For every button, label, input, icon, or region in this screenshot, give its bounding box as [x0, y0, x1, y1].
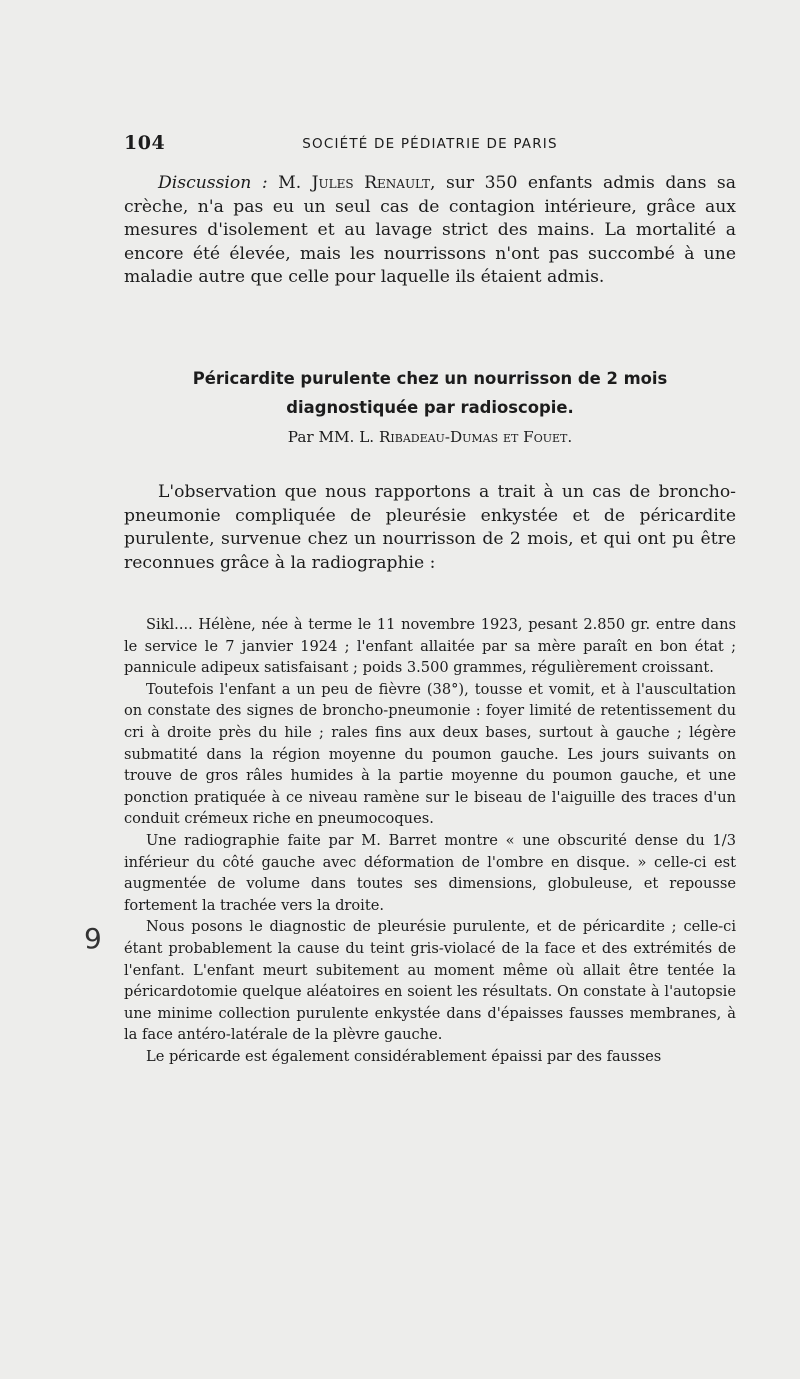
article-title-line-2: diagnostiquée par radioscopie.	[286, 398, 574, 417]
running-title: SOCIÉTÉ DE PÉDIATRIE DE PARIS	[302, 136, 558, 152]
case-paragraph: Le péricarde est également considérablement épaissi par des fausses	[146, 1047, 662, 1065]
intro-paragraph	[124, 481, 736, 575]
byline-authors: L. Ribadeau-Dumas et Fouet.	[359, 428, 573, 446]
byline-prefix: Par MM.	[287, 428, 355, 446]
case-paragraph: Nous posons le diagnostic de pleurésie purulente, et de péricardite ; celle-ci étant probablement la cause du teint gris-violacé de la face et des extrémités de l'enfant. L'enfant meurt subitement au moment même où allait être tentée la péricardotomie quelque aléatoires en soient les résultats. On constate à l'autopsie une minime collection purulente enkystée dans d'épaisses fausses membranes, à la face antéro-latérale de la plèvre gauche.	[124, 918, 736, 1044]
article-title	[124, 364, 736, 422]
case-paragraph: Une radiographie faite par M. Barret montre « une obscurité dense du 1/3 inférieur du côté gauche avec déformation de l'ombre en disque. » celle-ci est augmentée de volume dans toutes ses dimensions, globuleuse, et repousse fortement la trachée vers la droite.	[124, 831, 736, 914]
case-report	[124, 614, 736, 1067]
case-paragraph: Toutefois l'enfant a un peu de fièvre (38°), tousse et vomit, et à l'auscultation on constate des signes de broncho-pneumonie : foyer limité de retentissement du cri à droite près du hile ; rales fins aux deux bases, surtout à gauche ; légère submatité dans la région moyenne du poumon gauche. Les jours suivants on trouve de gros râles humides à la partie moyenne du poumon gauche, et une ponction pratiquée à ce niveau ramène sur le biseau de l'aiguille des traces d'un conduit crémeux riche en pneumocoques.	[124, 680, 736, 828]
case-paragraph: Sikl.... Hélène, née à terme le 11 novembre 1923, pesant 2.850 gr. entre dans le service le 7 janvier 1924 ; l'enfant allaitée par sa mère paraît en bon état ; pannicule adipeux satisfaisant ; poids 3.500 grammes, régulièrement croissant.	[124, 616, 736, 677]
margin-handwritten-mark: 9	[84, 922, 102, 955]
intro-text: L'observation que nous rapportons a trait à un cas de broncho-pneumonie compliquée de pleurésie enkystée et de péricardite purulente, survenue chez un nourrisson de 2 mois, et qui ont pu être reconnues grâce à la radiographie :	[124, 482, 736, 573]
byline	[124, 428, 736, 446]
page-number: 104	[124, 132, 166, 154]
article-title-line-1: Péricardite purulente chez un nourrisson de 2 mois	[192, 369, 668, 388]
discussion-text: sur 350 enfants admis dans sa crèche, n'a pas eu un seul cas de contagion intérieure, grâce aux mesures d'isolement et au lavage strict des mains. La mortalité a encore été élevée, mais les nourrissons n'ont pas succombé à une maladie autre que celle pour laquelle ils étaient admis.	[124, 173, 737, 288]
discussion-author: M. Jules Renault,	[278, 173, 436, 193]
discussion-paragraph	[124, 172, 736, 290]
page-header	[124, 132, 736, 156]
discussion-label: Discussion :	[158, 173, 268, 193]
